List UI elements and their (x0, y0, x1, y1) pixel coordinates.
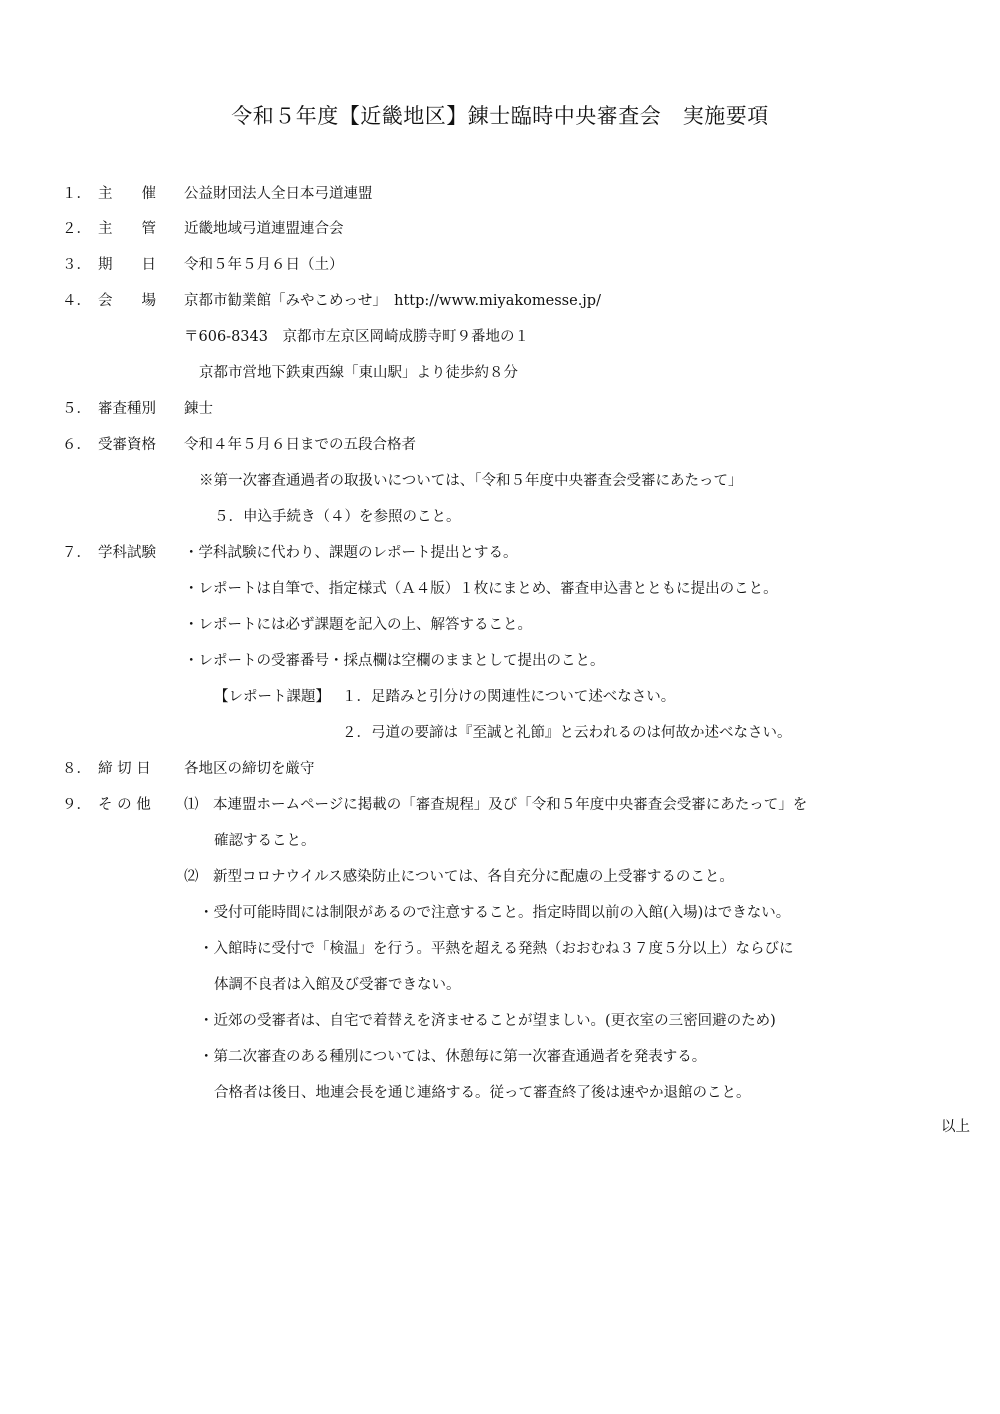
section-5-number: ５． (62, 401, 91, 417)
report-topic-label: 【レポート課題】 (214, 689, 330, 705)
section-9-bullet: ・受付可能時間には制限があるので注意すること。指定時間以前の入館(入場)はできない。 (199, 905, 791, 921)
section-5-value: 錬士 (184, 401, 213, 417)
section-9-item-1: ⑴ 本連盟ホームページに掲載の「審査規程」及び「令和５年度中央審査会受審にあたって」を (184, 797, 808, 813)
section-9-item-2: ⑵ 新型コロナウイルス感染防止については、各自充分に配慮の上受審するのこと。 (184, 869, 734, 885)
section-6-note-continued: ５．申込手続き（４）を参照のこと。 (214, 509, 461, 525)
section-9-bullet: ・入館時に受付で「検温」を行う。平熱を超える発熱（おおむね３７度５分以上）ならびに (199, 941, 794, 957)
section-2-label: 主 管 (98, 221, 156, 237)
section-6-number: ６． (62, 437, 91, 453)
section-9-label: そ の 他 (98, 797, 151, 813)
report-topic-item: ２．弓道の要諦は『至誠と礼節』と云われるのは何故か述べなさい。 (342, 725, 792, 741)
section-3-label: 期 日 (98, 257, 156, 273)
section-6-value: 令和４年５月６日までの五段合格者 (184, 437, 416, 453)
section-5-label: 審査種別 (98, 401, 156, 417)
section-4-label: 会 場 (98, 293, 156, 309)
section-3-value: 令和５年５月６日（土） (184, 257, 344, 273)
section-2-number: ２． (62, 221, 91, 237)
venue-access: 京都市営地下鉄東西線「東山駅」より徒歩約８分 (199, 365, 518, 381)
section-4-number: ４． (62, 293, 91, 309)
venue-name-url: 京都市勧業館「みやこめっせ」 http://www.miyakomesse.jp/ (184, 293, 601, 309)
document-title: 令和５年度【近畿地区】錬士臨時中央審査会 実施要項 (231, 104, 769, 128)
section-7-value: ・学科試験に代わり、課題のレポート提出とする。 (184, 545, 518, 561)
section-7-label: 学科試験 (98, 545, 156, 561)
section-1-label: 主 催 (98, 186, 156, 202)
section-7-bullet: ・レポートは自筆で、指定様式（Ａ４版）１枚にまとめ、審査申込書とともに提出のこと。 (184, 581, 778, 597)
section-9-bullet: ・近郊の受審者は、自宅で着替えを済ませることが望ましい。(更衣室の三密回避のため) (199, 1013, 776, 1029)
section-8-number: ８． (62, 761, 91, 777)
section-6-note: ※第一次審査通過者の取扱いについては、「令和５年度中央審査会受審にあたって」 (199, 473, 743, 489)
section-1-number: １． (62, 186, 91, 202)
section-9-bullet-continued: 合格者は後日、地連会長を通じ連絡する。従って審査終了後は速やか退館のこと。 (214, 1085, 751, 1101)
section-2-value: 近畿地域弓道連盟連合会 (184, 221, 344, 237)
section-9-bullet-continued: 体調不良者は入館及び受審できない。 (214, 977, 461, 993)
section-9-number: ９． (62, 797, 91, 813)
section-7-bullet: ・レポートの受審番号・採点欄は空欄のままとして提出のこと。 (184, 653, 605, 669)
section-3-number: ３． (62, 257, 91, 273)
section-8-label: 締 切 日 (98, 761, 151, 777)
section-9-item-1-continued: 確認すること。 (214, 833, 316, 849)
section-6-label: 受審資格 (98, 437, 156, 453)
venue-address: 〒606-8343 京都市左京区岡崎成勝寺町９番地の１ (184, 329, 529, 345)
closing-text: 以上 (941, 1119, 970, 1135)
section-8-value: 各地区の締切を厳守 (184, 761, 315, 777)
report-topic-item: １．足踏みと引分けの関連性について述べなさい。 (342, 689, 676, 705)
section-9-bullet: ・第二次審査のある種別については、休憩毎に第一次審査通過者を発表する。 (199, 1049, 707, 1065)
section-7-bullet: ・レポートには必ず課題を記入の上、解答すること。 (184, 617, 532, 633)
section-7-number: ７． (62, 545, 91, 561)
section-1-value: 公益財団法人全日本弓道連盟 (184, 186, 373, 202)
